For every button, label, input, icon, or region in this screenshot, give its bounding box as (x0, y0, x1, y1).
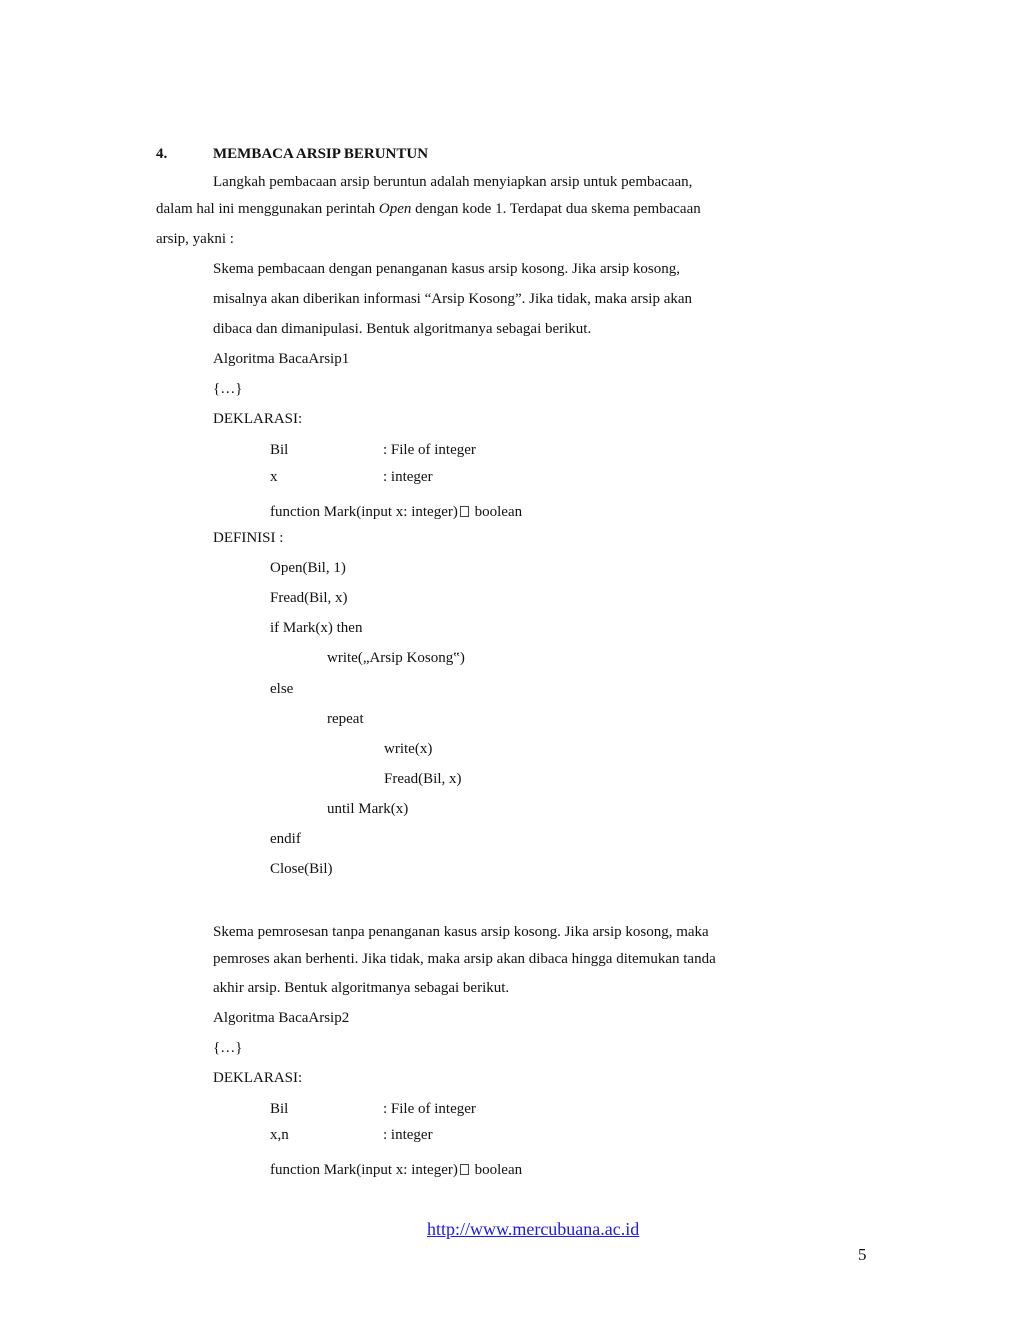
intro-line-1: Langkah pembacaan arsip beruntun adalah menyiapkan arsip untuk pembacaan, (213, 174, 693, 190)
scheme2-decl-xn-type: : integer (383, 1127, 433, 1143)
scheme1-definisi-label: DEFINISI : (213, 530, 284, 546)
scheme1-decl-x-type: : integer (383, 469, 433, 485)
scheme2-braces: {…} (213, 1040, 243, 1056)
scheme1-algorithm-title: Algoritma BacaArsip1 (213, 351, 350, 367)
intro-line-2-text-a: dalam hal ini menggunakan perintah (156, 201, 379, 217)
scheme1-paragraph-line-1: Skema pembacaan dengan penanganan kasus arsip kosong. Jika arsip kosong, (213, 261, 680, 277)
scheme1-function-return-type: boolean (470, 504, 523, 520)
scheme1-function-signature: function Mark(input x: integer) (270, 504, 458, 520)
scheme2-algorithm-title: Algoritma BacaArsip2 (213, 1010, 350, 1026)
intro-line-2-text-b: dengan kode 1. Terdapat dua skema pembacaan (411, 201, 701, 217)
scheme2-decl-xn-name: x,n (270, 1127, 289, 1143)
scheme1-deklarasi-label: DEKLARASI: (213, 411, 303, 427)
code-until: until Mark(x) (327, 801, 409, 817)
footer-url-link[interactable]: http://www.mercubuana.ac.id (427, 1219, 640, 1239)
scheme1-function-decl (270, 503, 522, 521)
missing-glyph-icon (460, 506, 469, 517)
code-close: Close(Bil) (270, 861, 333, 877)
scheme2-function-signature: function Mark(input x: integer) (270, 1162, 458, 1178)
scheme2-paragraph-line-1: Skema pemrosesan tanpa penanganan kasus arsip kosong. Jika arsip kosong, maka (213, 924, 709, 940)
missing-glyph-icon (460, 1164, 469, 1175)
scheme1-decl-x-name: x (270, 469, 278, 485)
scheme2-paragraph-line-3: akhir arsip. Bentuk algoritmanya sebagai berikut. (213, 980, 510, 996)
intro-line-3: arsip, yakni : (156, 231, 234, 247)
scheme2-function-return-type: boolean (470, 1162, 523, 1178)
scheme1-decl-bil-type: : File of integer (383, 442, 476, 458)
intro-line-2 (156, 200, 701, 218)
scheme2-paragraph-line-2: pemroses akan berhenti. Jika tidak, maka arsip akan dibaca hingga ditemukan tanda (213, 951, 716, 967)
code-endif: endif (270, 831, 301, 847)
intro-open-keyword: Open (378, 201, 412, 217)
scheme2-decl-bil-name: Bil (270, 1101, 289, 1117)
code-repeat: repeat (327, 711, 364, 727)
code-write-empty: write(„Arsip Kosong‟) (327, 650, 465, 666)
code-fread-loop: Fread(Bil, x) (384, 771, 462, 787)
section-title: MEMBACA ARSIP BERUNTUN (213, 146, 429, 162)
code-if: if Mark(x) then (270, 620, 363, 636)
scheme1-braces: {…} (213, 381, 243, 397)
code-open: Open(Bil, 1) (270, 560, 346, 576)
scheme1-paragraph-line-2: misalnya akan diberikan informasi “Arsip Kosong”. Jika tidak, maka arsip akan (213, 291, 693, 307)
scheme1-decl-bil-name: Bil (270, 442, 289, 458)
code-else: else (270, 681, 294, 697)
code-write-x: write(x) (384, 741, 433, 757)
scheme1-paragraph-line-3: dibaca dan dimanipulasi. Bentuk algoritmanya sebagai berikut. (213, 321, 592, 337)
section-number: 4. (156, 146, 168, 162)
scheme2-function-decl (270, 1161, 522, 1179)
scheme2-deklarasi-label: DEKLARASI: (213, 1070, 303, 1086)
page-number: 5 (858, 1245, 867, 1264)
scheme2-decl-bil-type: : File of integer (383, 1101, 476, 1117)
code-fread: Fread(Bil, x) (270, 590, 348, 606)
